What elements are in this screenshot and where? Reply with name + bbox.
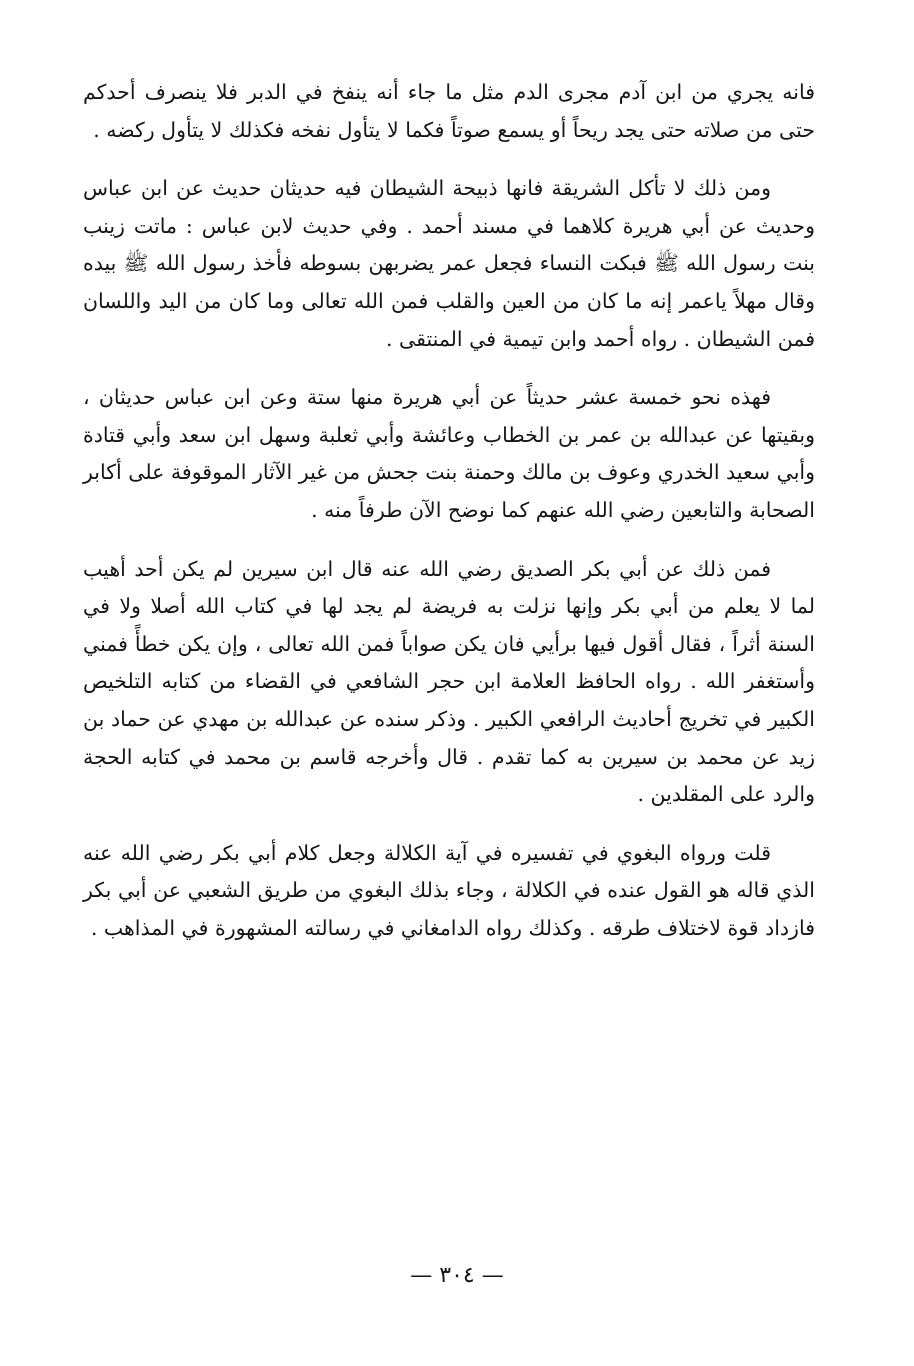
paragraph-5: قلت ورواه البغوي في تفسيره في آية الكلالة وجعل كلام أبي بكر رضي الله عنه الذي قاله هو القول عنده في الكلالة ، وجاء بذلك البغوي من طريق الشعبي عن أبي بكر فازداد قوة لاختلاف طرقه . وكذلك رواه الدامغاني في رسالته المشهورة في المذاهب . (83, 840, 815, 940)
paragraph-4: فمن ذلك عن أبي بكر الصديق رضي الله عنه قال ابن سيرين لم يكن أحد أهيب لما لا يعلم من أبي بكر وإنها نزلت به فريضة لم يجد لها في كتاب الله أصلا ولا في السنة أثراً ، فقال أقول فيها برأيي فان يكن صواباً فمن الله تعالى ، وإن يكن خطأً فمني وأستغفر الله . رواه الحافظ العلامة ابن حجر الشافعي في القضاء من كتابه التلخيص الكبير في تخريج أحاديث الرافعي الكبير . وذكر سنده عن عبدالله بن مهدي عن حماد بن زيد عن محمد بن سيرين به كما تقدم . قال وأخرجه قاسم بن محمد في كتابه الحجة والرد على المقلدين . (83, 556, 815, 807)
paragraph-3: فهذه نحو خمسة عشر حديثاً عن أبي هريرة منها ستة وعن ابن عباس حديثان ، وبقيتها عن عبدالله بن عمر بن الخطاب وعائشة وأبي ثعلبة وسهل ابن سعد وأبي قتادة وأبي سعيد الخدري وعوف بن مالك وحمنة بنت جحش من غير الآثار الموقوفة على أكابر الصحابة والتابعين رضي الله عنهم كما نوضح الآن طرفاً منه . (83, 385, 815, 522)
paragraph-1: فانه يجري من ابن آدم مجرى الدم مثل ما جاء أنه ينفخ في الدبر فلا ينصرف أحدكم حتى من صلاته حتى يجد ريحاً أو يسمع صوتاً فكما لا يتأول نفخه فكذلك لا يتأول ركضه . (83, 80, 815, 142)
page-body (83, 74, 815, 968)
paragraph-2: ومن ذلك لا تأكل الشريقة فانها ذبيحة الشيطان فيه حديثان حديث عن ابن عباس وحديث عن أبي هريرة كلاهما في مسند أحمد . وفي حديث لابن عباس : ماتت زينب بنت رسول الله ﷺ فبكت النساء فجعل عمر يضربهن بسوطه فأخذ رسول الله ﷺ بيده وقال مهلاً ياعمر إنه ما كان من العين والقلب فمن الله تعالى وما كان من اليد واللسان فمن الشيطان . رواه أحمد وابن تيمية في المنتقى . (83, 176, 815, 351)
page-number: — ٣٠٤ — (410, 1263, 504, 1288)
